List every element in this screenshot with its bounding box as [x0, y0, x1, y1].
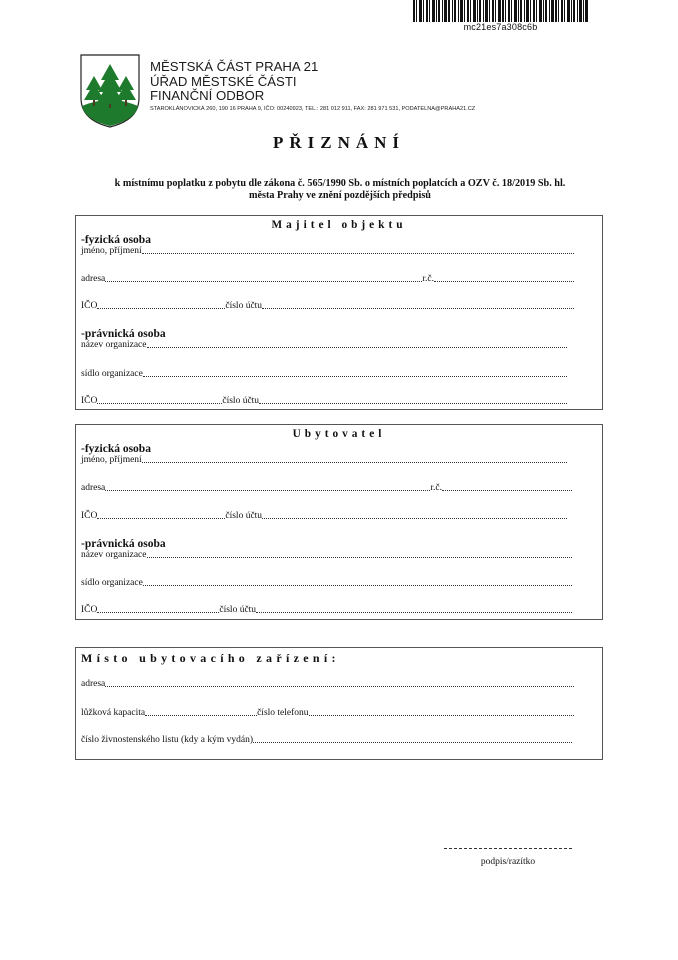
owner-orgname-label: název organizace — [81, 340, 147, 350]
owner-section — [75, 215, 603, 410]
host-ico-field[interactable] — [81, 511, 567, 521]
header-block — [150, 60, 475, 112]
host-orgseat-label: sídlo organizace — [81, 578, 143, 588]
document-subtitle — [80, 178, 600, 202]
owner-address-label: adresa — [81, 274, 106, 284]
facility-address-label: adresa — [81, 679, 106, 689]
owner-ico-field[interactable] — [81, 301, 574, 311]
owner-orgseat-field[interactable] — [81, 369, 567, 379]
owner-orgseat-label: sídlo organizace — [81, 369, 143, 379]
owner-ico-label: IČO — [81, 301, 98, 311]
host-ico-label: IČO — [81, 511, 98, 521]
facility-phone-label: číslo telefonu — [257, 708, 309, 718]
host-account2-label: číslo účtu — [219, 605, 257, 615]
owner-account2-label: číslo účtu — [222, 396, 260, 406]
facility-license-label: číslo živnostenského listu (kdy a kým vydán) — [81, 735, 254, 745]
facility-capacity-label: lůžková kapacita — [81, 708, 146, 718]
org-line-1: MĚSTSKÁ ČÁST PRAHA 21 — [150, 59, 319, 74]
owner-name-field[interactable] — [81, 246, 574, 256]
host-section-title: Ubytovatel — [292, 428, 386, 440]
owner-ico2-label: IČO — [81, 396, 98, 406]
owner-rc-label: r.č. — [422, 274, 434, 284]
barcode-text: mc21es7a308c6b — [463, 22, 538, 32]
document-title: PŘIZNÁNÍ — [272, 133, 406, 152]
org-line-3: FINANČNÍ ODBOR — [150, 88, 265, 103]
host-address-field[interactable] — [81, 483, 572, 493]
subtitle-line-2: města Prahy ve znění pozdějších předpisů — [249, 190, 431, 201]
signature-line[interactable] — [444, 848, 572, 849]
host-section — [75, 424, 603, 620]
org-address: STAROKLÁNOVICKÁ 260, 190 16 PRAHA 9, IČO: 00240923, TEL.: 281 012 911, FAX: 281 971 531, PODATELNA@PRAHA21.CZ — [150, 105, 476, 112]
subtitle-line-1: k místnímu poplatku z pobytu dle zákona č. 565/1990 Sb. o místních poplatcích a OZV č. 18/2019 Sb. hl. — [114, 178, 566, 189]
owner-legal-heading: -právnická osoba — [81, 328, 166, 340]
host-account-label: číslo účtu — [225, 511, 263, 521]
owner-section-title: Majitel objektu — [271, 219, 407, 231]
owner-name-label: jméno, příjmení — [81, 246, 142, 256]
host-orgname-field[interactable] — [81, 550, 572, 560]
owner-orgname-field[interactable] — [81, 340, 567, 350]
municipal-emblem — [80, 54, 140, 128]
host-name-label: jméno, příjmení — [81, 455, 142, 465]
owner-natural-heading: -fyzická osoba — [81, 234, 151, 246]
host-legal-heading: -právnická osoba — [81, 538, 166, 550]
signature-label: podpis/razítko — [480, 857, 536, 867]
owner-ico2-field[interactable] — [81, 396, 567, 406]
owner-address-field[interactable] — [81, 274, 574, 284]
owner-account-label: číslo účtu — [225, 301, 263, 311]
facility-license-field[interactable] — [81, 735, 572, 745]
host-rc-label: r.č. — [430, 483, 442, 493]
facility-section-title: Místo ubytovacího zařízení: — [81, 651, 340, 665]
barcode — [413, 0, 588, 22]
host-orgname-label: název organizace — [81, 550, 147, 560]
facility-capacity-field[interactable] — [81, 708, 574, 718]
facility-section — [75, 647, 603, 760]
host-ico2-label: IČO — [81, 605, 98, 615]
facility-address-field[interactable] — [81, 679, 574, 689]
host-orgseat-field[interactable] — [81, 578, 572, 588]
host-name-field[interactable] — [81, 455, 567, 465]
host-natural-heading: -fyzická osoba — [81, 443, 151, 455]
host-address-label: adresa — [81, 483, 106, 493]
org-line-2: ÚŘAD MĚSTSKÉ ČÁSTI — [150, 73, 297, 89]
host-ico2-field[interactable] — [81, 605, 572, 615]
